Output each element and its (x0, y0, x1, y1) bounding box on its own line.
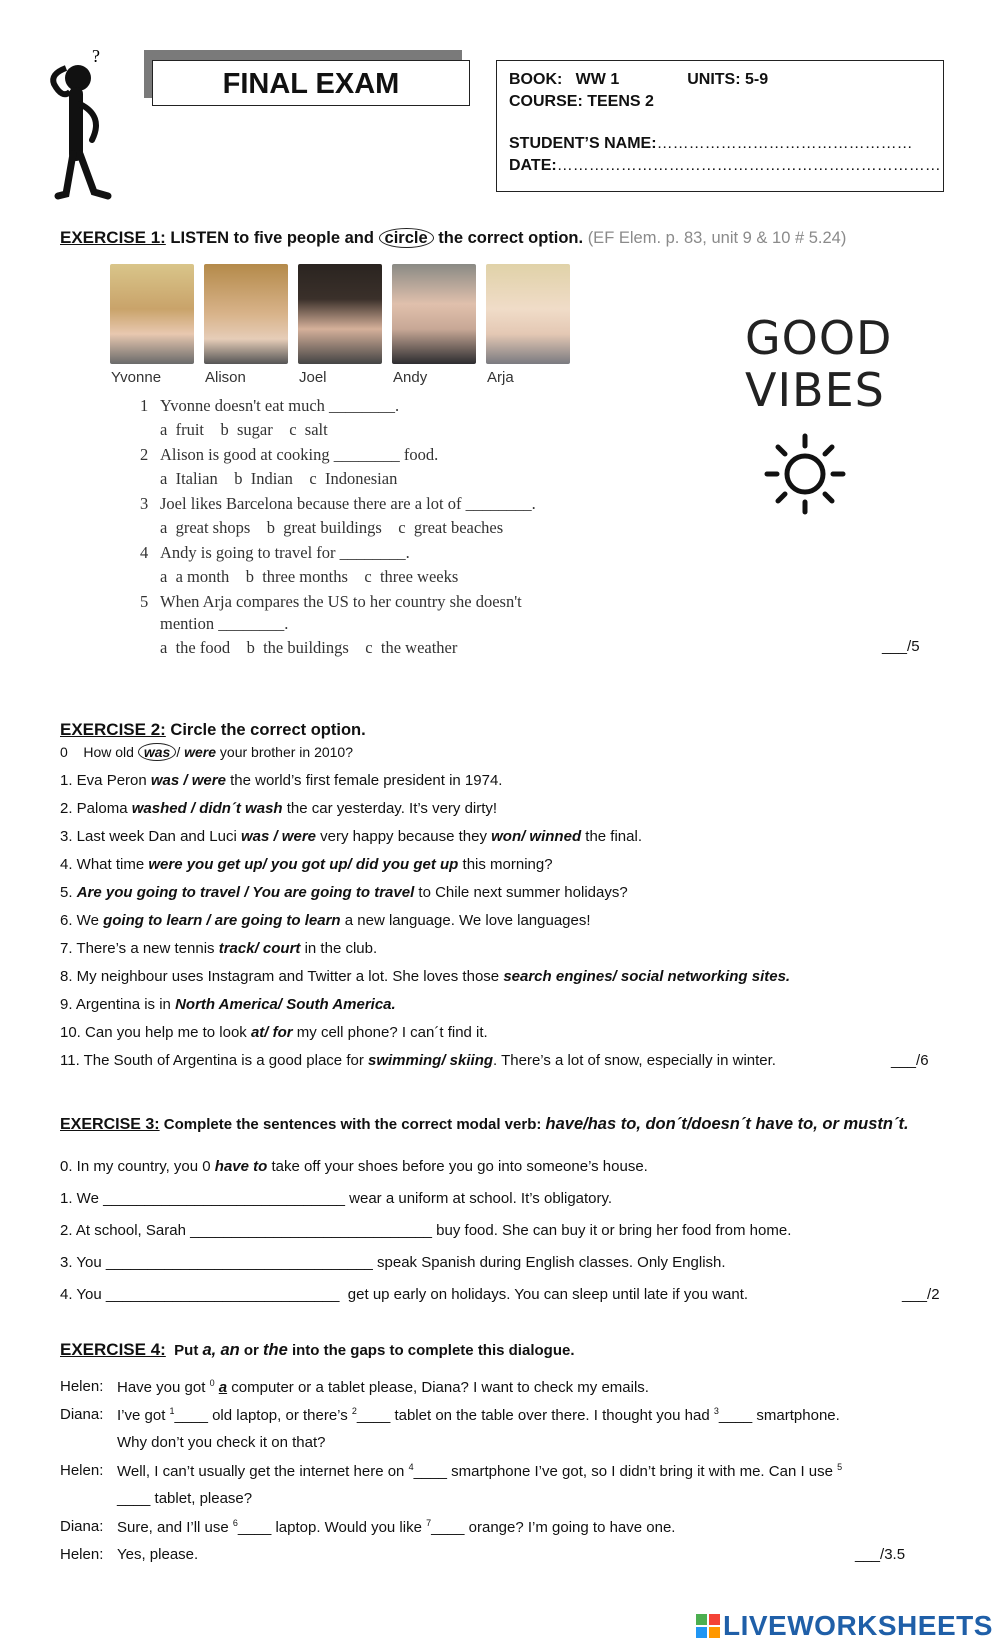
gap-number: 6 (232, 1518, 238, 1528)
svg-text:?: ? (92, 46, 100, 66)
ex3-example-post: take off your shoes before you go into someone’s house. (267, 1158, 648, 1175)
ex2-text: 4. What time (60, 856, 149, 873)
question-options[interactable]: a fruit b sugar c salt (160, 420, 328, 439)
ex2-text: in the club. (300, 940, 378, 957)
date-field[interactable]: ……………………………………………………………… (556, 157, 941, 174)
gap-number: 0 (209, 1378, 215, 1388)
exercise-1-heading (60, 228, 846, 248)
ex4-instruction-a: Put (174, 1342, 199, 1359)
ex2-option[interactable]: was / were (150, 772, 226, 789)
dialogue-gap[interactable]: ____ smartphone I’ve got, so I didn’t bring it with me. Can I use (413, 1463, 838, 1480)
ex2-text: a new language. We love languages! (340, 912, 591, 929)
question-number: 2 (140, 445, 149, 464)
dialogue-line[interactable] (117, 1518, 675, 1536)
speaker-label: Diana: (60, 1518, 104, 1535)
ex2-text: the world’s first female president in 1974. (225, 772, 503, 789)
ex2-option[interactable]: Are you going to travel / You are going to travel (76, 884, 415, 901)
gap-number: 2 (351, 1406, 357, 1416)
ex2-option[interactable]: swimming/ skiing (368, 1052, 494, 1069)
photo-arja (486, 264, 570, 364)
book-label: BOOK: (509, 71, 563, 88)
ex2-text: 5. (60, 884, 77, 901)
ex3-item[interactable]: 3. You ________________________________ speak Spanish during English classes. Only English. (60, 1254, 726, 1271)
ex3-instruction: Complete the sentences with the correct modal verb: (163, 1116, 542, 1133)
photo-joel (298, 264, 382, 364)
ex4-or: or (243, 1342, 259, 1359)
ex3-item[interactable]: 4. You ____________________________ get up early on holidays. You can sleep until late if you want. (60, 1286, 749, 1303)
ex2-option[interactable]: going to learn / are going to learn (103, 912, 341, 929)
question-text: Joel likes Barcelona because there are a lot of ________. (160, 494, 536, 513)
student-name-label: STUDENT’S NAME: (509, 135, 657, 152)
ex2-item[interactable] (60, 1052, 776, 1069)
ex2-text: 9. Argentina is in (60, 996, 176, 1013)
ex2-example-number: 0 (60, 744, 68, 760)
exercise-2-label: EXERCISE 2: (60, 720, 166, 739)
ex3-example (60, 1158, 648, 1175)
ex2-text: 1. Eva Peron (60, 772, 151, 789)
sun-icon (763, 432, 847, 516)
liveworksheets-brand: LIVEWORKSHEETS (723, 1610, 993, 1641)
ex2-item[interactable] (60, 996, 396, 1013)
ex2-example-alt: were (184, 744, 217, 760)
question-options[interactable]: a Italian b Indian c Indonesian (160, 469, 398, 488)
question-number: 3 (140, 494, 149, 513)
ex3-example-answer: have to (214, 1158, 268, 1175)
ex4-article-an: an (220, 1341, 240, 1359)
units-value: 5-9 (745, 71, 769, 88)
ex1-instruction-b: the correct option. (438, 229, 584, 247)
ex3-item[interactable]: 2. At school, Sarah _____________________________ buy food. She can buy it or bring her food from home. (60, 1222, 792, 1239)
person-name: Joel (299, 369, 327, 386)
exercise-3-score: ___/2 (902, 1286, 940, 1303)
ex2-option[interactable]: track/ court (218, 940, 301, 957)
ex2-item[interactable] (60, 1024, 488, 1041)
ex3-options: have/has to, don´t/doesn´t have to, or mustn´t. (545, 1115, 909, 1133)
date-label: DATE: (509, 157, 557, 174)
good-vibes-doodle (745, 312, 892, 416)
dialogue-line[interactable] (117, 1462, 842, 1480)
ex2-example-sep: / (176, 744, 181, 760)
question-options[interactable]: a great shops b great buildings c great beaches (160, 518, 504, 537)
ex2-example (60, 744, 353, 760)
question-number: 5 (140, 592, 149, 611)
question-text: Andy is going to travel for ________. (160, 543, 410, 562)
gap-number: 7 (426, 1518, 432, 1528)
speaker-label: Helen: (60, 1546, 104, 1563)
ex2-text: the final. (581, 828, 642, 845)
question-text: Yvonne doesn't eat much ________. (160, 396, 400, 415)
dialogue-line (117, 1378, 649, 1396)
ex2-text: the car yesterday. It’s very dirty! (282, 800, 498, 817)
exercise-2-heading (60, 720, 366, 740)
exercise-4-heading (60, 1340, 575, 1360)
gap-number: 1 (169, 1406, 175, 1416)
ex1-circled-word: circle (379, 228, 434, 248)
dialogue-gap[interactable]: ____ laptop. Would you like (237, 1519, 427, 1536)
exercise-2-score: ___/6 (891, 1052, 929, 1069)
dialogue-gap[interactable]: ____ orange? I’m going to have one. (431, 1519, 676, 1536)
ex2-text: to Chile next summer holidays? (414, 884, 628, 901)
example-answer: a (218, 1379, 228, 1396)
photo-andy (392, 264, 476, 364)
ex2-item[interactable] (60, 884, 628, 901)
ex2-example-post: your brother in 2010? (219, 744, 353, 760)
ex2-item[interactable] (60, 912, 591, 929)
ex2-text: 2. Paloma (60, 800, 132, 817)
gap-number: 5 (837, 1462, 843, 1472)
speaker-label: Helen: (60, 1462, 104, 1479)
dialogue-gap[interactable]: ____ tablet on the table over there. I thought you had (356, 1407, 714, 1424)
ex4-article-a: a, (202, 1341, 217, 1359)
ex2-text: very happy because they (316, 828, 492, 845)
dialogue-gap[interactable]: ____ smartphone. (718, 1407, 840, 1424)
person-name: Alison (205, 369, 246, 386)
ex2-example-pre: How old (83, 744, 134, 760)
ex2-item[interactable] (60, 772, 502, 789)
dialogue-line[interactable] (117, 1406, 840, 1424)
dialogue-text: Sure, and I’ll use (117, 1519, 233, 1536)
doodle-line-1: GOOD (745, 311, 893, 365)
question-text: mention ________. (160, 614, 289, 633)
liveworksheets-logo[interactable] (696, 1610, 993, 1642)
exercise-4-score: ___/3.5 (855, 1546, 906, 1563)
dialogue-gap[interactable]: ____ tablet, please? (117, 1490, 253, 1507)
ex4-article-the: the (263, 1341, 288, 1359)
book-value: WW 1 (575, 71, 620, 88)
ex3-example-pre: 0. In my country, you 0 (60, 1158, 215, 1175)
question-number: 1 (140, 396, 149, 415)
ex1-source: (EF Elem. p. 83, unit 9 & 10 # 5.24) (587, 229, 847, 247)
ex2-instruction: Circle the correct option. (170, 721, 366, 739)
doodle-line-2: VIBES (745, 363, 885, 417)
dialogue-gap[interactable]: ____ old laptop, or there’s (174, 1407, 352, 1424)
person-name: Arja (487, 369, 514, 386)
photo-yvonne (110, 264, 194, 364)
person-name: Yvonne (111, 369, 162, 386)
ex2-text: 7. There’s a new tennis (60, 940, 219, 957)
speaker-label: Helen: (60, 1378, 104, 1395)
thinking-figure-icon (40, 44, 125, 204)
question-options[interactable]: a the food b the buildings c the weather (160, 638, 458, 657)
dialogue-text: Have you got (117, 1379, 210, 1396)
ex2-item[interactable] (60, 940, 377, 957)
ex2-option[interactable]: was / were (240, 828, 316, 845)
question-number: 4 (140, 543, 149, 562)
ex2-text: . There’s a lot of snow, especially in winter. (493, 1052, 776, 1069)
ex2-text: my cell phone? I can´t find it. (292, 1024, 488, 1041)
ex2-option[interactable]: were you get up/ you got up/ did you get up (148, 856, 459, 873)
exercise-3-heading (60, 1114, 940, 1135)
dialogue-line: Why don’t you check it on that? (117, 1434, 326, 1451)
liveworksheets-logo-icon (696, 1614, 720, 1638)
person-name: Andy (393, 369, 428, 386)
ex2-example-circled: was (138, 743, 176, 761)
gap-number: 3 (713, 1406, 719, 1416)
question-text: Alison is good at cooking ________ food. (160, 445, 439, 464)
ex2-option[interactable]: won/ winned (491, 828, 582, 845)
ex3-item[interactable]: 1. We _____________________________ wear a uniform at school. It’s obligatory. (60, 1190, 613, 1207)
ex2-option[interactable]: at/ for (250, 1024, 293, 1041)
ex2-item[interactable] (60, 856, 553, 873)
ex2-option[interactable]: washed / didn´t wash (131, 800, 283, 817)
ex2-item[interactable] (60, 800, 497, 817)
ex2-text: 6. We (60, 912, 104, 929)
ex2-item[interactable] (60, 968, 790, 985)
course-label: COURSE: (509, 93, 583, 110)
course-info-box (496, 60, 944, 192)
ex2-option[interactable]: North America/ South America. (175, 996, 396, 1013)
exercise-1-score: ___/5 (882, 638, 920, 655)
ex2-option[interactable]: search engines/ social networking sites. (503, 968, 791, 985)
ex2-text: 8. My neighbour uses Instagram and Twitter a lot. She loves those (60, 968, 504, 985)
ex2-text: 3. Last week Dan and Luci (60, 828, 241, 845)
gap-number: 4 (408, 1462, 414, 1472)
speaker-label: Diana: (60, 1406, 104, 1423)
student-name-field[interactable]: ………………………………………… (656, 135, 913, 152)
ex4-instruction-b: into the gaps to complete this dialogue. (291, 1342, 575, 1359)
exercise-1-label: EXERCISE 1: (60, 228, 166, 247)
question-text: When Arja compares the US to her country she doesn't (160, 592, 522, 611)
course-value: TEENS 2 (587, 93, 654, 110)
ex2-text: this morning? (458, 856, 553, 873)
ex2-text: 11. The South of Argentina is a good place for (60, 1052, 368, 1069)
exercise-3-label: EXERCISE 3: (60, 1116, 160, 1133)
dialogue-text: I’ve got (117, 1407, 170, 1424)
photo-alison (204, 264, 288, 364)
ex2-item[interactable] (60, 828, 642, 845)
dialogue-line: Yes, please. (117, 1546, 199, 1563)
dialogue-text: computer or a tablet please, Diana? I want to check my emails. (227, 1379, 649, 1396)
dialogue-text: Well, I can’t usually get the internet here on (117, 1463, 409, 1480)
page-title: FINAL EXAM (152, 60, 470, 106)
exercise-4-label: EXERCISE 4: (60, 1340, 166, 1359)
question-options[interactable]: a a month b three months c three weeks (160, 567, 459, 586)
units-label: UNITS: (687, 71, 741, 88)
ex1-instruction-a: LISTEN to five people and (170, 229, 374, 247)
ex2-text: 10. Can you help me to look (60, 1024, 251, 1041)
